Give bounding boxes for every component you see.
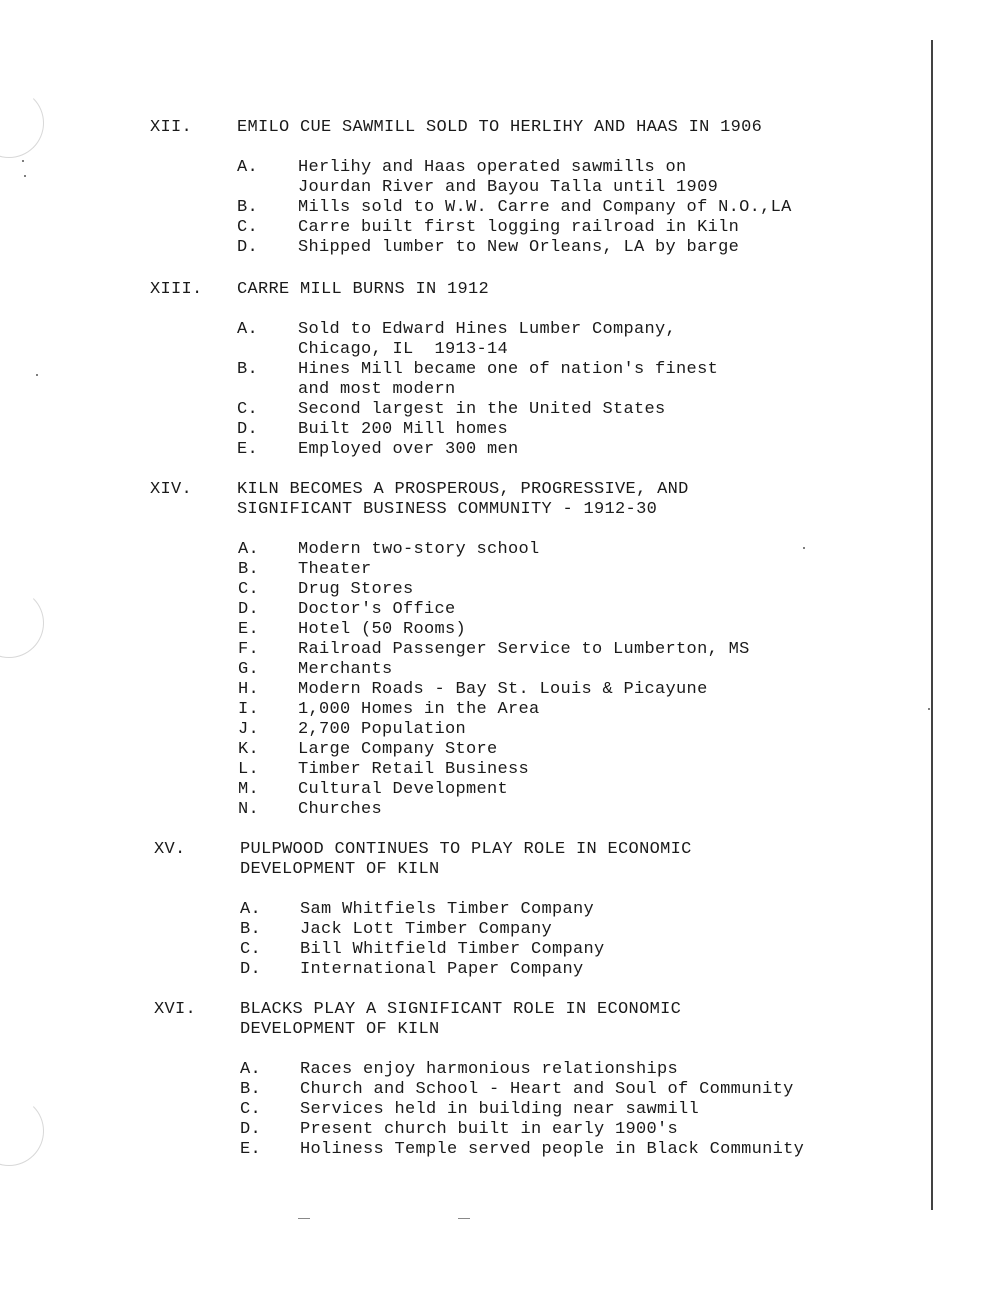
list-item bbox=[0, 720, 992, 740]
item-text: Shipped lumber to New Orleans, LA by barge bbox=[298, 238, 740, 257]
list-item bbox=[0, 360, 992, 400]
list-item bbox=[0, 660, 992, 680]
item-letter: A. bbox=[237, 158, 259, 177]
item-list bbox=[0, 158, 992, 258]
section-numeral: XII. bbox=[150, 118, 193, 137]
list-item bbox=[0, 600, 992, 620]
item-text: Present church built in early 1900's bbox=[300, 1120, 679, 1139]
item-text: Bill Whitfield Timber Company bbox=[300, 940, 605, 959]
item-text: 1,000 Homes in the Area bbox=[298, 700, 540, 719]
item-letter: E. bbox=[240, 1140, 262, 1159]
item-letter: L. bbox=[238, 760, 260, 779]
section-numeral: XIV. bbox=[150, 480, 193, 499]
section-header bbox=[0, 280, 992, 320]
list-item bbox=[0, 900, 992, 920]
list-item bbox=[0, 440, 992, 460]
list-item bbox=[0, 700, 992, 720]
outline-section-xiv bbox=[0, 480, 992, 820]
section-numeral: XIII. bbox=[150, 280, 203, 299]
section-numeral: XV. bbox=[154, 840, 186, 859]
item-letter: B. bbox=[240, 920, 262, 939]
list-item bbox=[0, 640, 992, 660]
item-text: Cultural Development bbox=[298, 780, 509, 799]
list-item bbox=[0, 960, 992, 980]
item-letter: C. bbox=[237, 218, 259, 237]
item-letter: D. bbox=[237, 238, 259, 257]
item-letter: B. bbox=[237, 198, 259, 217]
item-letter: B. bbox=[240, 1080, 262, 1099]
list-item bbox=[0, 620, 992, 640]
item-text: Second largest in the United States bbox=[298, 400, 666, 419]
item-text: Herlihy and Haas operated sawmills on Jourdan River and Bayou Talla until 1909 bbox=[298, 158, 719, 197]
item-text: Sam Whitfiels Timber Company bbox=[300, 900, 595, 919]
list-item bbox=[0, 780, 992, 800]
item-letter: C. bbox=[238, 580, 260, 599]
outline-section-xvi bbox=[0, 1000, 992, 1160]
section-heading: EMILO CUE SAWMILL SOLD TO HERLIHY AND HAAS IN 1906 bbox=[237, 118, 763, 137]
item-letter: E. bbox=[238, 620, 260, 639]
item-text: Theater bbox=[298, 560, 372, 579]
section-header bbox=[0, 480, 992, 540]
item-text: Modern two-story school bbox=[298, 540, 540, 559]
section-heading: PULPWOOD CONTINUES TO PLAY ROLE IN ECONOMIC DEVELOPMENT OF KILN bbox=[240, 840, 692, 879]
item-text: Jack Lott Timber Company bbox=[300, 920, 553, 939]
item-letter: J. bbox=[238, 720, 260, 739]
item-text: 2,700 Population bbox=[298, 720, 467, 739]
item-letter: A. bbox=[240, 1060, 262, 1079]
item-letter: A. bbox=[238, 540, 260, 559]
item-letter: F. bbox=[238, 640, 260, 659]
item-text: Drug Stores bbox=[298, 580, 414, 599]
item-letter: D. bbox=[240, 1120, 262, 1139]
item-letter: N. bbox=[238, 800, 260, 819]
list-item bbox=[0, 1060, 992, 1080]
item-text: Races enjoy harmonious relationships bbox=[300, 1060, 679, 1079]
item-letter: H. bbox=[238, 680, 260, 699]
list-item bbox=[0, 800, 992, 820]
item-text: Sold to Edward Hines Lumber Company, Chicago, IL 1913-14 bbox=[298, 320, 677, 359]
item-text: Church and School - Heart and Soul of Community bbox=[300, 1080, 794, 1099]
item-letter: C. bbox=[237, 400, 259, 419]
section-header bbox=[0, 118, 992, 158]
item-text: International Paper Company bbox=[300, 960, 584, 979]
item-text: Holiness Temple served people in Black Community bbox=[300, 1140, 805, 1159]
list-item bbox=[0, 198, 992, 218]
item-text: Railroad Passenger Service to Lumberton, MS bbox=[298, 640, 750, 659]
section-heading: KILN BECOMES A PROSPEROUS, PROGRESSIVE, AND SIGNIFICANT BUSINESS COMMUNITY - 1912-30 bbox=[237, 480, 689, 519]
outline-section-xiii bbox=[0, 280, 992, 460]
item-text: Employed over 300 men bbox=[298, 440, 519, 459]
item-text: Hotel (50 Rooms) bbox=[298, 620, 467, 639]
item-text: Services held in building near sawmill bbox=[300, 1100, 700, 1119]
item-letter: A. bbox=[237, 320, 259, 339]
list-item bbox=[0, 1120, 992, 1140]
list-item bbox=[0, 158, 992, 198]
item-letter: K. bbox=[238, 740, 260, 759]
list-item bbox=[0, 420, 992, 440]
section-header bbox=[0, 840, 992, 900]
list-item bbox=[0, 400, 992, 420]
item-text: Merchants bbox=[298, 660, 393, 679]
list-item bbox=[0, 1100, 992, 1120]
item-list bbox=[0, 900, 992, 980]
list-item bbox=[0, 940, 992, 960]
outline-section-xii bbox=[0, 118, 992, 258]
scan-mark bbox=[458, 1218, 470, 1219]
list-item bbox=[0, 238, 992, 258]
item-list bbox=[0, 540, 992, 820]
list-item bbox=[0, 1080, 992, 1100]
item-letter: D. bbox=[238, 600, 260, 619]
outline-section-xv bbox=[0, 840, 992, 980]
item-letter: B. bbox=[238, 560, 260, 579]
item-text: Built 200 Mill homes bbox=[298, 420, 509, 439]
item-list bbox=[0, 320, 992, 460]
item-list bbox=[0, 1060, 992, 1160]
section-numeral: XVI. bbox=[154, 1000, 197, 1019]
item-letter: C. bbox=[240, 1100, 262, 1119]
list-item bbox=[0, 580, 992, 600]
item-text: Mills sold to W.W. Carre and Company of N.O.,LA bbox=[298, 198, 792, 217]
list-item bbox=[0, 320, 992, 360]
scan-mark bbox=[298, 1218, 310, 1219]
item-text: Large Company Store bbox=[298, 740, 498, 759]
item-text: Doctor's Office bbox=[298, 600, 456, 619]
item-text: Carre built first logging railroad in Kiln bbox=[298, 218, 740, 237]
list-item bbox=[0, 1140, 992, 1160]
section-header bbox=[0, 1000, 992, 1060]
list-item bbox=[0, 920, 992, 940]
item-letter: M. bbox=[238, 780, 260, 799]
list-item bbox=[0, 680, 992, 700]
item-letter: G. bbox=[238, 660, 260, 679]
item-text: Hines Mill became one of nation's finest and most modern bbox=[298, 360, 719, 399]
item-letter: D. bbox=[240, 960, 262, 979]
list-item bbox=[0, 740, 992, 760]
item-text: Modern Roads - Bay St. Louis & Picayune bbox=[298, 680, 708, 699]
list-item bbox=[0, 540, 992, 560]
list-item bbox=[0, 218, 992, 238]
list-item bbox=[0, 560, 992, 580]
item-letter: B. bbox=[237, 360, 259, 379]
item-letter: A. bbox=[240, 900, 262, 919]
item-letter: E. bbox=[237, 440, 259, 459]
section-heading: BLACKS PLAY A SIGNIFICANT ROLE IN ECONOMIC DEVELOPMENT OF KILN bbox=[240, 1000, 682, 1039]
section-heading: CARRE MILL BURNS IN 1912 bbox=[237, 280, 490, 299]
item-text: Timber Retail Business bbox=[298, 760, 530, 779]
item-letter: I. bbox=[238, 700, 260, 719]
list-item bbox=[0, 760, 992, 780]
item-letter: D. bbox=[237, 420, 259, 439]
item-letter: C. bbox=[240, 940, 262, 959]
item-text: Churches bbox=[298, 800, 383, 819]
